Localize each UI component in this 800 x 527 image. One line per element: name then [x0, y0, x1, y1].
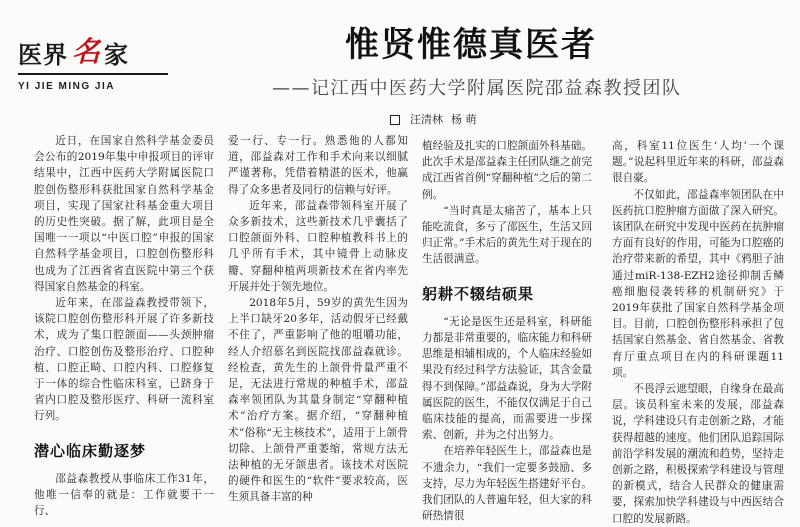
- paragraph: 2018年5月，59岁的黄先生因为上半口缺牙20多年，活动假牙已经戴不住了，严重影响了他的咀嚼功能，经人介绍慕名到医院找邵益森就诊。经检查，黄先生的上颌骨骨量严重不足，无法进行常规的种植手术，邵益森率领团队为其量身制定“穿翻种植术”治疗方案。据介绍，“穿翻种植术”俗称“无主核技术”，适用于上颌骨切除、上颌骨严重萎缩，常规方法无法种植的无牙颌患者。该技术对医院的硬件和医生的“软件”要求较高，医生须具备丰富的种: [228, 297, 408, 504]
- page-header: [0, 0, 800, 130]
- brand-accent-character: 名: [72, 35, 101, 68]
- paragraph: 不畏浮云遮望眼，自缘身在最高层。该员科室未来的发展，邵益森说，学科建设只有走创新之路，才能获得超越的速度。他们团队追踪国际前沿学科发展的潮流和趋势，坚持走创新之路，积极探索学科建设与管理的新模式，结合人民群众的健康需要，探索加快学科建设与中西医结合口腔的发展新路。: [612, 383, 784, 525]
- paragraph: 近年来，在邵益森教授带领下，该院口腔创伤整形科开展了许多新技术，成为了集口腔颌面——头颈肿瘤治疗、口腔创伤及整形治疗、口腔种植、口腔正畸、口腔内科、口腔修复于一体的综合性临床科室，已跻身于省内口腔及整形医疗、科研一流科室行列。: [34, 297, 214, 423]
- brand-text-2: 家: [104, 41, 130, 69]
- paragraph: 不仅如此，邵益森率领团队在中医药抗口腔肿瘤方面做了深入研究。该团队在研究中发现中医药在抗肿瘤方面有良好的作用，可能为口腔癌的治疗带来新的希望，其中《鸦胆子油通过miR-138-EZH2途径抑制舌鳞癌细胞侵袭转移的机制研究》于2019年获批了国家自然科学基金项目。目前，口腔创伤整形科承担了包括国家自然基金、省自然基金、省教育厅重点项目在内的科研课题11项。: [612, 188, 784, 379]
- article-column-1: [34, 133, 214, 519]
- paragraph: 高，科室11位医生‘人均’一个课题。”说起科里近年来的科研，邵益森很自豪。: [612, 140, 784, 185]
- section-heading: 潜心临床勤逐梦: [34, 441, 147, 460]
- section-heading: 躬耕不辍结硕果: [422, 284, 535, 303]
- byline-square-icon: [390, 115, 400, 125]
- paragraph: 近日，在国家自然科学基金委员会公布的2019年集中申报项目的评审结果中，江西中医药大学附属医院口腔创伤整形科获批国家自然科学基金项目，实现了国家社科基金重大项目的历史性突破。据了解，此项目是全国唯一一项以“中医口腔”申报的国家自然科学基金项目，口腔创伤整形科也成为了江西省省直医院中第三个获得国家自然基金的科室。: [34, 135, 214, 293]
- column-brand: [18, 30, 168, 92]
- paragraph: 邵益森教授从事临床工作31年，他唯一信奉的就是：工作就要干一行、: [34, 472, 214, 518]
- paragraph: 在培养年轻医生上，邵益森也是不遗余力，“我们一定要多鼓励、多支持，尽力为年轻医生搭建好平台。我们团队的人普遍年轻，但大家的科研热情很: [422, 445, 592, 523]
- paragraph: 爱一行、专一行。熟悉他的人都知道，邵益森对工作和手术向来以细腻严谨著称，凭借着精湛的医术，他赢得了众多患者及同行的信赖与好评。: [228, 135, 408, 196]
- author-name: 汪清林: [410, 113, 443, 126]
- article-column-2: [228, 133, 408, 506]
- article-subtitle: ——记江西中医药大学附属医院邵益森教授团队: [272, 78, 682, 99]
- paragraph: 植经验及扎实的口腔颌面外科基础。此次手术是邵益森主任团队继之前完成江西省首例“穿翻种植”之后的第二例。: [422, 140, 592, 201]
- brand-divider: [18, 73, 168, 75]
- article-title: 惟贤惟德真医者: [345, 25, 597, 65]
- brand-text-1: 医界: [18, 41, 68, 69]
- byline: [390, 111, 477, 127]
- paragraph: “无论是医生还是科室，科研能力都是非常重要的，临床能力和科研思维是相辅相成的，个人临床经验如果没有经过科学方法验证，其含金量得不到保障。”邵益森说，身为大学附属医院的医生，不能仅仅满足于自己临床技能的提高，而需要进一步探索、创新，并为之付出努力。: [422, 315, 592, 442]
- author-name: 杨 萌: [451, 113, 477, 126]
- article-column-3: [422, 138, 592, 524]
- paragraph: “当时真是太痛苦了，基本上只能吃流食，多亏了邵医生，生活又回归正常。”手术后的黄先生对于现在的生活很满意。: [422, 204, 592, 266]
- paragraph: 近年来，邵益森带领科室开展了众多新技术，这些新技术几乎囊括了口腔颌面外科、口腔种植教科书上的几乎所有手术，其中镜骨上动脉皮瓣、穿翻种植两项新技术在省内率先开展并处于领先地位。: [228, 199, 408, 293]
- brand-pinyin: YI JIE MING JIA: [18, 81, 115, 92]
